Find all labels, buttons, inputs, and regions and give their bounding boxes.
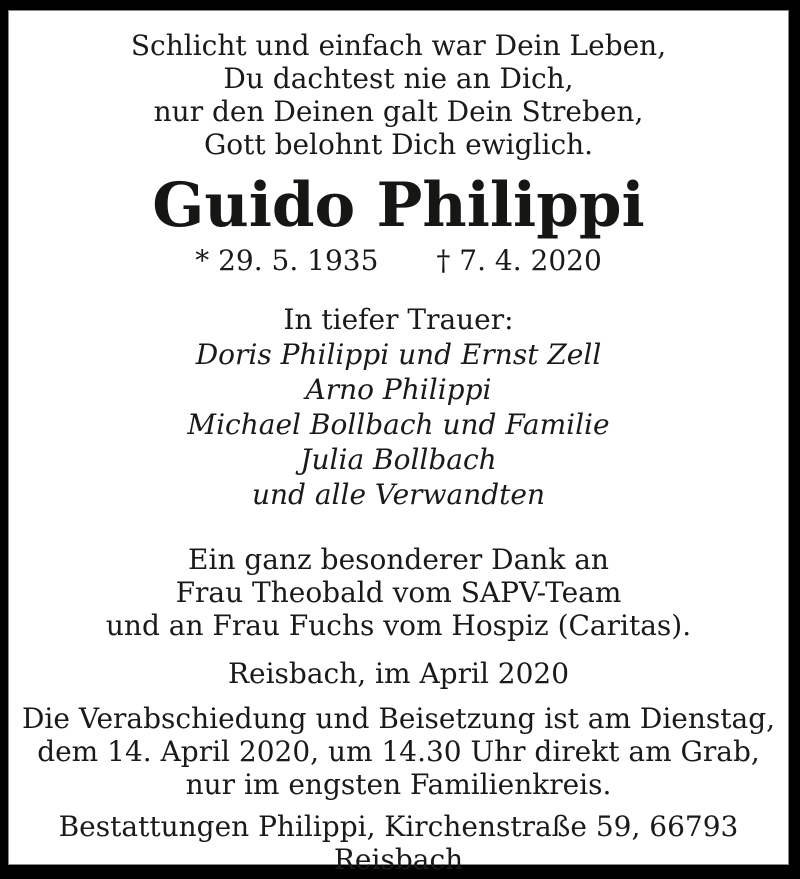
- mourner-line: Julia Bollbach: [300, 443, 497, 476]
- funeral-info: [9, 702, 788, 801]
- thanks-note: [9, 543, 788, 642]
- funeral-line: dem 14. April 2020, um 14.30 Uhr direkt am Grab,: [37, 735, 760, 768]
- birth-date: * 29. 5. 1935: [195, 244, 379, 277]
- verse-line: Du dachtest nie an Dich,: [223, 62, 574, 95]
- death-date: † 7. 4. 2020: [436, 244, 602, 277]
- thanks-line: und an Frau Fuchs vom Hospiz (Caritas).: [105, 609, 692, 642]
- mourners-list: [9, 337, 788, 512]
- verse-line: Gott belohnt Dich ewiglich.: [203, 128, 594, 161]
- life-dates: [9, 244, 788, 277]
- verse-line: nur den Deinen galt Dein Streben,: [153, 95, 644, 128]
- memorial-verse: [9, 29, 788, 161]
- funeral-line: Die Verabschiedung und Beisetzung ist am Dienstag,: [21, 702, 776, 735]
- mourner-line: Doris Philippi und Ernst Zell: [195, 338, 602, 371]
- deceased-name: Guido Philippi: [152, 170, 645, 241]
- mourner-line: Arno Philippi: [305, 373, 492, 406]
- place-and-date: Reisbach, im April 2020: [227, 657, 570, 690]
- verse-line: Schlicht und einfach war Dein Leben,: [130, 29, 667, 62]
- thanks-line: Frau Theobald vom SAPV-Team: [175, 576, 622, 609]
- funeral-home-address: Bestattungen Philippi, Kirchenstraße 59, 66793 Reisbach: [58, 810, 739, 876]
- funeral-line: nur im engsten Familienkreis.: [185, 768, 612, 801]
- mourner-line: und alle Verwandten: [251, 478, 546, 511]
- mourning-intro: In tiefer Trauer:: [283, 303, 514, 336]
- thanks-line: Ein ganz besonderer Dank an: [188, 543, 609, 576]
- obituary-page: [8, 10, 789, 876]
- mourner-line: Michael Bollbach und Familie: [187, 408, 610, 441]
